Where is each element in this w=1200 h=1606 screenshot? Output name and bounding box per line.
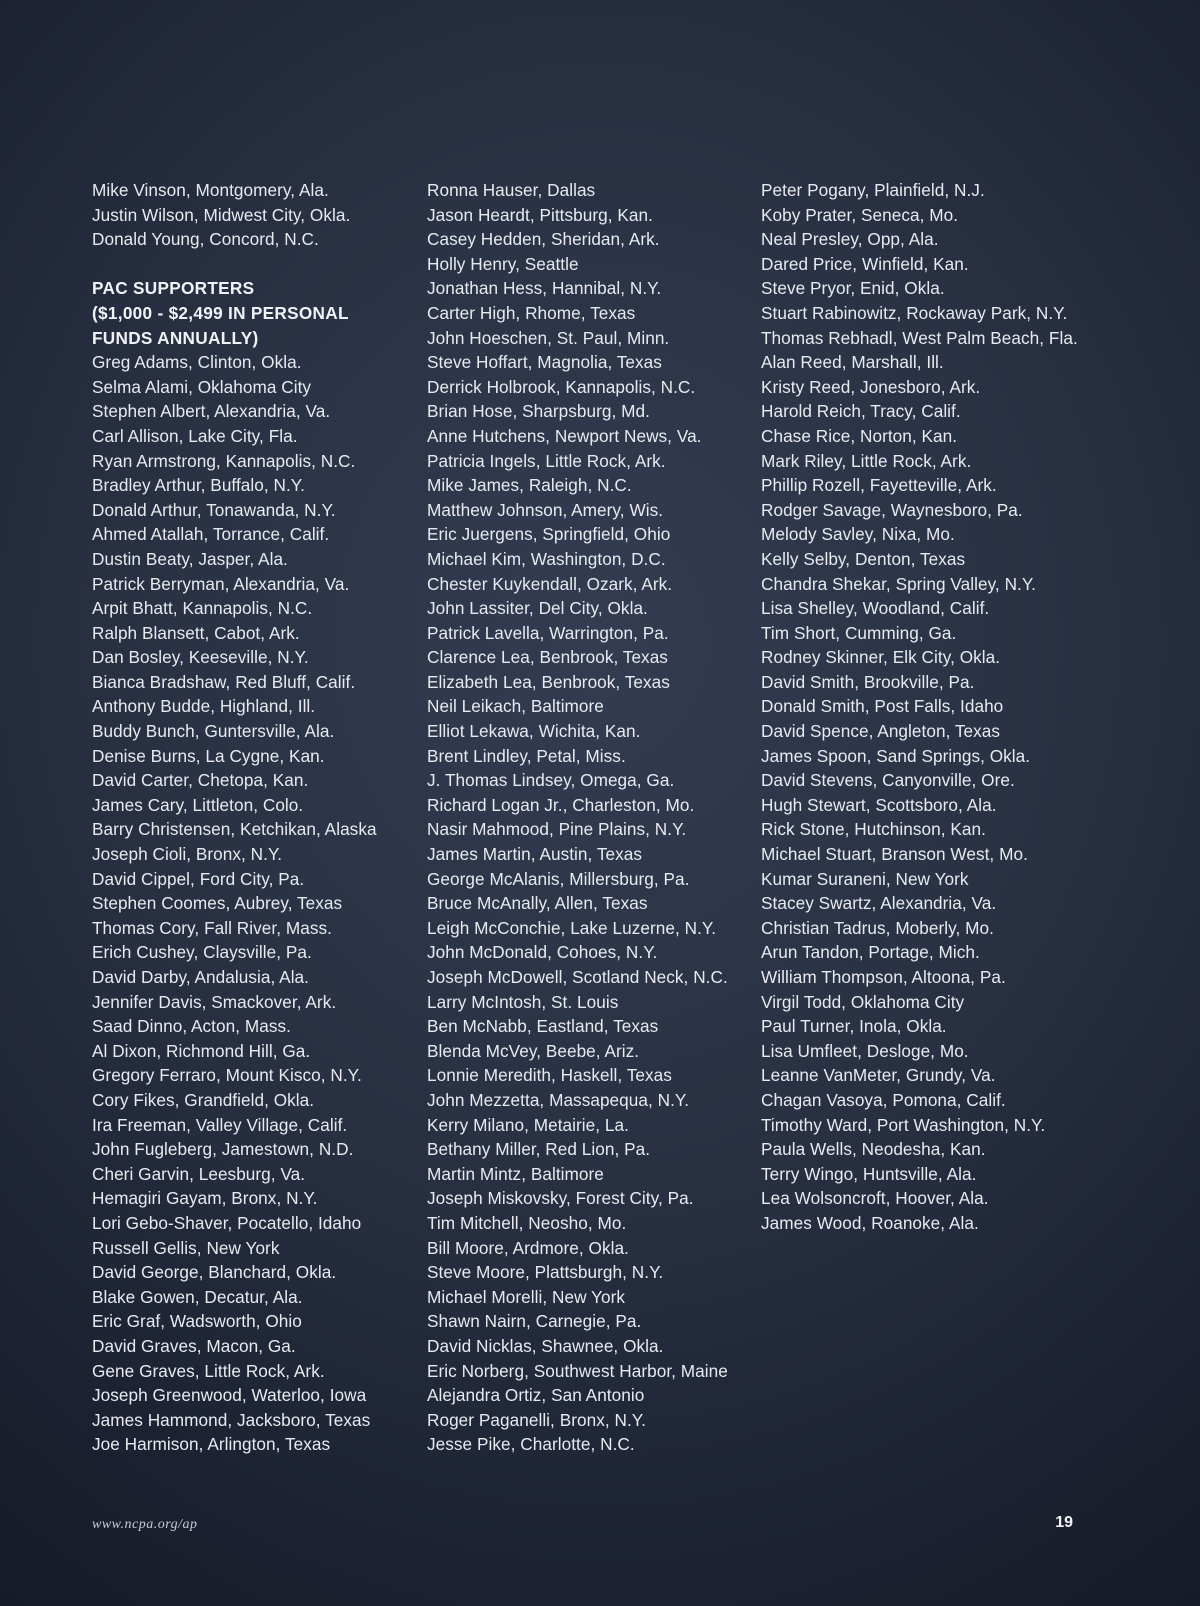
supporter-entry: Peter Pogany, Plainfield, N.J. <box>761 180 985 200</box>
supporter-entry: Saad Dinno, Acton, Mass. <box>92 1016 291 1037</box>
supporter-entry: Kumar Suraneni, New York <box>761 868 969 889</box>
supporter-entry: Phillip Rozell, Fayetteville, Ark. <box>761 475 997 496</box>
supporter-entry: Denise Burns, La Cygne, Kan. <box>92 745 325 766</box>
supporter-entry: Patrick Lavella, Warrington, Pa. <box>427 622 669 643</box>
supporter-entry: David Darby, Andalusia, Ala. <box>92 967 309 987</box>
supporter-entry: Ryan Armstrong, Kannapolis, N.C. <box>92 450 356 471</box>
supporter-entry: Lea Wolsoncroft, Hoover, Ala. <box>761 1188 989 1209</box>
supporter-entry: Tim Mitchell, Neosho, Mo. <box>427 1212 627 1233</box>
supporter-entry: Gregory Ferraro, Mount Kisco, N.Y. <box>92 1065 362 1086</box>
supporter-entry: Selma Alami, Oklahoma City <box>92 376 312 397</box>
supporter-entry: Matthew Johnson, Amery, Wis. <box>427 499 664 520</box>
supporter-entry: Chagan Vasoya, Pomona, Calif. <box>761 1089 1006 1110</box>
supporter-entry: Lisa Shelley, Woodland, Calif. <box>761 598 990 619</box>
supporter-entry: Donald Young, Concord, N.C. <box>92 229 319 250</box>
supporter-entry: Steve Moore, Plattsburgh, N.Y. <box>427 1262 664 1283</box>
supporter-entry: Mike Vinson, Montgomery, Ala. <box>92 180 329 200</box>
supporter-entry: Stuart Rabinowitz, Rockaway Park, N.Y. <box>761 302 1068 323</box>
supporter-entry: Nasir Mahmood, Pine Plains, N.Y. <box>427 819 687 840</box>
supporter-entry: Dan Bosley, Keeseville, N.Y. <box>92 647 309 668</box>
supporter-entry: Anne Hutchens, Newport News, Va. <box>427 425 702 446</box>
supporter-entry: Steve Pryor, Enid, Okla. <box>761 278 945 299</box>
supporter-entry: Ronna Hauser, Dallas <box>427 180 596 200</box>
supporter-entry: David Carter, Chetopa, Kan. <box>92 770 309 791</box>
supporter-entry: David Smith, Brookville, Pa. <box>761 671 975 692</box>
supporter-entry: Hugh Stewart, Scottsboro, Ala. <box>761 794 997 815</box>
supporter-entry: Melody Savley, Nixa, Mo. <box>761 524 955 545</box>
supporter-entry: Rick Stone, Hutchinson, Kan. <box>761 819 986 840</box>
supporter-entry: David George, Blanchard, Okla. <box>92 1262 337 1283</box>
supporter-entry: David Spence, Angleton, Texas <box>761 721 1001 742</box>
supporter-entry: Brent Lindley, Petal, Miss. <box>427 745 626 766</box>
supporter-entry: Michael Kim, Washington, D.C. <box>427 548 666 569</box>
supporter-entry: Joe Harmison, Arlington, Texas <box>92 1434 331 1455</box>
page-number: 19 <box>1055 1514 1073 1531</box>
footer-url: www.ncpa.org/ap <box>92 1517 198 1532</box>
supporter-entry: William Thompson, Altoona, Pa. <box>761 967 1006 987</box>
supporter-entry: Joseph Miskovsky, Forest City, Pa. <box>427 1188 694 1209</box>
supporter-entry: David Cippel, Ford City, Pa. <box>92 868 305 889</box>
supporter-entry: James Hammond, Jacksboro, Texas <box>92 1409 371 1430</box>
supporter-entry: Ahmed Atallah, Torrance, Calif. <box>92 524 330 545</box>
supporter-entry: Buddy Bunch, Guntersville, Ala. <box>92 721 335 742</box>
supporter-entry: Paula Wells, Neodesha, Kan. <box>761 1139 986 1160</box>
supporter-entry: Leigh McConchie, Lake Luzerne, N.Y. <box>427 917 717 938</box>
supporter-entry: Patricia Ingels, Little Rock, Ark. <box>427 450 666 471</box>
supporter-entry: Elizabeth Lea, Benbrook, Texas <box>427 671 670 692</box>
column-2 <box>427 178 747 1457</box>
supporter-entry: Virgil Todd, Oklahoma City <box>761 991 965 1012</box>
supporter-entry: Cheri Garvin, Leesburg, Va. <box>92 1163 306 1184</box>
supporter-entry: James Cary, Littleton, Colo. <box>92 794 304 815</box>
supporter-entry: David Graves, Macon, Ga. <box>92 1335 296 1356</box>
supporter-entry: Thomas Rebhadl, West Palm Beach, Fla. <box>761 327 1078 348</box>
supporter-entry: J. Thomas Lindsey, Omega, Ga. <box>427 770 675 791</box>
supporter-entry: Greg Adams, Clinton, Okla. <box>92 352 302 373</box>
supporter-entry: Jonathan Hess, Hannibal, N.Y. <box>427 278 662 299</box>
supporter-entry: Erich Cushey, Claysville, Pa. <box>92 942 312 963</box>
supporter-entry: John Fugleberg, Jamestown, N.D. <box>92 1139 354 1160</box>
supporter-entry: Mark Riley, Little Rock, Ark. <box>761 450 972 471</box>
column-3 <box>761 178 1091 1236</box>
supporter-entry: John McDonald, Cohoes, N.Y. <box>427 942 658 963</box>
supporter-entry: Arun Tandon, Portage, Mich. <box>761 942 980 963</box>
supporter-entry: Casey Hedden, Sheridan, Ark. <box>427 229 660 250</box>
supporter-entry: James Wood, Roanoke, Ala. <box>761 1212 979 1233</box>
supporter-entry: Michael Stuart, Branson West, Mo. <box>761 844 1028 865</box>
supporter-entry: Harold Reich, Tracy, Calif. <box>761 401 961 422</box>
supporter-entry: Steve Hoffart, Magnolia, Texas <box>427 352 662 373</box>
supporter-entry: Lisa Umfleet, Desloge, Mo. <box>761 1040 969 1061</box>
supporter-entry: Joseph Cioli, Bronx, N.Y. <box>92 844 283 865</box>
supporter-entry: Jennifer Davis, Smackover, Ark. <box>92 991 337 1012</box>
supporter-entry: Brian Hose, Sharpsburg, Md. <box>427 401 650 422</box>
supporter-entry: Chase Rice, Norton, Kan. <box>761 425 958 446</box>
supporter-entry: Terry Wingo, Huntsville, Ala. <box>761 1163 977 1184</box>
supporter-entry: David Nicklas, Shawnee, Okla. <box>427 1335 664 1356</box>
supporter-entry: Rodger Savage, Waynesboro, Pa. <box>761 499 1023 520</box>
supporter-entry: Donald Smith, Post Falls, Idaho <box>761 696 1004 717</box>
supporter-entry: Eric Juergens, Springfield, Ohio <box>427 524 671 545</box>
supporter-entry: Eric Norberg, Southwest Harbor, Maine <box>427 1360 728 1381</box>
supporter-entry: Michael Morelli, New York <box>427 1286 626 1307</box>
supporter-entry: Derrick Holbrook, Kannapolis, N.C. <box>427 376 696 397</box>
supporter-entry: Cory Fikes, Grandfield, Okla. <box>92 1089 315 1110</box>
supporter-entry: Thomas Cory, Fall River, Mass. <box>92 917 332 938</box>
supporter-entry: Dared Price, Winfield, Kan. <box>761 253 969 274</box>
supporter-entry: David Stevens, Canyonville, Ore. <box>761 770 1015 791</box>
supporter-entry: James Martin, Austin, Texas <box>427 844 643 865</box>
supporter-entry: Lori Gebo-Shaver, Pocatello, Idaho <box>92 1212 362 1233</box>
supporter-entry: Rodney Skinner, Elk City, Okla. <box>761 647 1001 668</box>
supporter-list <box>92 350 407 1457</box>
supporter-entry: George McAlanis, Millersburg, Pa. <box>427 868 690 889</box>
supporter-entry: James Spoon, Sand Springs, Okla. <box>761 745 1031 766</box>
supporter-list-continued <box>92 178 407 252</box>
supporter-entry: Holly Henry, Seattle <box>427 253 579 274</box>
supporter-entry: Bruce McAnally, Allen, Texas <box>427 893 648 914</box>
supporter-entry: Timothy Ward, Port Washington, N.Y. <box>761 1114 1046 1135</box>
supporter-entry: Gene Graves, Little Rock, Ark. <box>92 1360 325 1381</box>
supporter-entry: Martin Mintz, Baltimore <box>427 1163 604 1184</box>
supporter-list <box>427 178 747 1457</box>
supporter-entry: Neil Leikach, Baltimore <box>427 696 604 717</box>
supporter-entry: Stacey Swartz, Alexandria, Va. <box>761 893 997 914</box>
supporter-entry: Stephen Albert, Alexandria, Va. <box>92 401 331 422</box>
supporter-entry: Donald Arthur, Tonawanda, N.Y. <box>92 499 336 520</box>
supporter-entry: John Hoeschen, St. Paul, Minn. <box>427 327 670 348</box>
supporter-entry: Elliot Lekawa, Wichita, Kan. <box>427 721 641 742</box>
supporter-entry: Barry Christensen, Ketchikan, Alaska <box>92 819 377 840</box>
supporter-entry: Shawn Nairn, Carnegie, Pa. <box>427 1311 642 1332</box>
supporter-entry: Bill Moore, Ardmore, Okla. <box>427 1237 629 1258</box>
supporter-entry: Al Dixon, Richmond Hill, Ga. <box>92 1040 311 1061</box>
supporter-entry: Hemagiri Gayam, Bronx, N.Y. <box>92 1188 318 1209</box>
supporter-entry: Lonnie Meredith, Haskell, Texas <box>427 1065 672 1086</box>
supporter-entry: Paul Turner, Inola, Okla. <box>761 1016 947 1037</box>
heading-line: FUNDS ANNUALLY) <box>92 327 259 348</box>
supporter-entry: Larry McIntosh, St. Louis <box>427 991 619 1012</box>
supporter-entry: Bradley Arthur, Buffalo, N.Y. <box>92 475 305 496</box>
column-1 <box>92 178 407 1457</box>
supporter-entry: Leanne VanMeter, Grundy, Va. <box>761 1065 996 1086</box>
supporter-list <box>761 178 1091 1236</box>
supporter-entry: Russell Gellis, New York <box>92 1237 280 1258</box>
supporter-entry: Kerry Milano, Metairie, La. <box>427 1114 629 1135</box>
supporter-entry: Bianca Bradshaw, Red Bluff, Calif. <box>92 671 356 692</box>
heading-line: PAC SUPPORTERS <box>92 278 255 299</box>
supporter-entry: Eric Graf, Wadsworth, Ohio <box>92 1311 302 1332</box>
supporter-entry: Joseph Greenwood, Waterloo, Iowa <box>92 1385 367 1406</box>
supporter-entry: Jesse Pike, Charlotte, N.C. <box>427 1434 635 1455</box>
supporter-entry: Dustin Beaty, Jasper, Ala. <box>92 548 288 569</box>
supporter-entry: Alan Reed, Marshall, Ill. <box>761 352 944 373</box>
supporter-entry: Kristy Reed, Jonesboro, Ark. <box>761 376 981 397</box>
supporter-entry: Blake Gowen, Decatur, Ala. <box>92 1286 303 1307</box>
supporter-entry: Patrick Berryman, Alexandria, Va. <box>92 573 350 594</box>
supporter-entry: Anthony Budde, Highland, Ill. <box>92 696 316 717</box>
supporter-entry: Ben McNabb, Eastland, Texas <box>427 1016 659 1037</box>
supporter-entry: John Mezzetta, Massapequa, N.Y. <box>427 1089 690 1110</box>
supporter-entry: Koby Prater, Seneca, Mo. <box>761 204 959 225</box>
supporter-entry: Clarence Lea, Benbrook, Texas <box>427 647 668 668</box>
supporter-entry: Neal Presley, Opp, Ala. <box>761 229 939 250</box>
heading-line: ($1,000 - $2,499 IN PERSONAL <box>92 302 349 323</box>
supporter-entry: Joseph McDowell, Scotland Neck, N.C. <box>427 967 728 987</box>
supporter-entry: Tim Short, Cumming, Ga. <box>761 622 957 643</box>
supporter-entry: Arpit Bhatt, Kannapolis, N.C. <box>92 598 313 619</box>
supporter-entry: Kelly Selby, Denton, Texas <box>761 548 966 569</box>
supporter-entry: Carter High, Rhome, Texas <box>427 302 636 323</box>
supporter-entry: Roger Paganelli, Bronx, N.Y. <box>427 1409 646 1430</box>
supporter-entry: Jason Heardt, Pittsburg, Kan. <box>427 204 653 225</box>
supporter-entry: Stephen Coomes, Aubrey, Texas <box>92 893 343 914</box>
supporter-entry: John Lassiter, Del City, Okla. <box>427 598 648 619</box>
supporter-entry: Blenda McVey, Beebe, Ariz. <box>427 1040 640 1061</box>
supporter-entry: Chandra Shekar, Spring Valley, N.Y. <box>761 573 1036 594</box>
supporter-entry: Mike James, Raleigh, N.C. <box>427 475 632 496</box>
supporter-entry: Christian Tadrus, Moberly, Mo. <box>761 917 994 938</box>
supporter-entry: Alejandra Ortiz, San Antonio <box>427 1385 645 1406</box>
supporter-entry: Chester Kuykendall, Ozark, Ark. <box>427 573 673 594</box>
supporter-entry: Ralph Blansett, Cabot, Ark. <box>92 622 300 643</box>
supporter-entry: Richard Logan Jr., Charleston, Mo. <box>427 794 695 815</box>
supporter-entry: Justin Wilson, Midwest City, Okla. <box>92 204 351 225</box>
supporter-entry: Ira Freeman, Valley Village, Calif. <box>92 1114 348 1135</box>
supporter-entry: Carl Allison, Lake City, Fla. <box>92 425 298 446</box>
section-heading <box>92 276 407 350</box>
supporter-entry: Bethany Miller, Red Lion, Pa. <box>427 1139 651 1160</box>
